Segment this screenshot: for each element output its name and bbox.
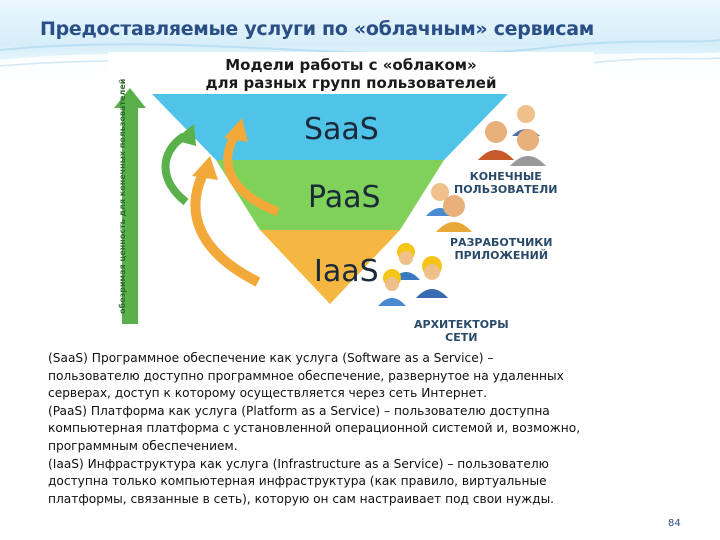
diagram-title-line2: для разных групп пользователей <box>205 74 497 92</box>
description-line: (SaaS) Программное обеспечение как услуга (Software as a Service) – <box>48 351 494 365</box>
iaas-label: IaaS <box>314 254 379 289</box>
description-line: серверах, доступ к которому осуществляется через сеть Интернет. <box>48 386 488 401</box>
description-line: (IaaS) Инфраструктура как услуга (Infrastructure as a Service) – пользователю <box>48 456 549 471</box>
description-line: пользователю доступно программное обеспечение, развернутое на удаленных <box>48 368 564 383</box>
architects-label-line2: СЕТИ <box>445 331 478 344</box>
end-users-label-line2: ПОЛЬЗОВАТЕЛИ <box>454 183 558 196</box>
paas-label: PaaS <box>308 180 381 215</box>
description-line: программным обеспечением. <box>48 438 238 453</box>
developers-label <box>450 236 553 262</box>
description-line: доступна только компьютерная инфраструктура (как правило, виртуальные <box>48 474 547 489</box>
end-users-label <box>454 170 558 196</box>
value-axis-label: обозримая ценность для конечных пользователей <box>118 78 127 314</box>
diagram-title-line1: Модели работы с «облаком» <box>225 56 477 74</box>
description-line: (PaaS) Платформа как услуга (Platform as a Service) – пользователю доступна <box>48 403 550 418</box>
slide-title: Предоставляемые услуги по «облачным» сервисам <box>40 18 595 40</box>
description-text <box>48 350 678 508</box>
green-curve-arrow <box>166 136 187 202</box>
cloud-models-diagram <box>108 52 594 342</box>
page-number: 84 <box>668 518 681 529</box>
description-line: платформы, связанные в сеть), которую он сам настраивает под свои нужды. <box>48 491 555 506</box>
developers-label-line2: ПРИЛОЖЕНИЙ <box>454 249 549 262</box>
architects-icon <box>378 243 448 306</box>
saas-label: SaaS <box>304 112 379 147</box>
developers-label-line1: РАЗРАБОТЧИКИ <box>450 236 553 249</box>
architects-label-line1: АРХИТЕКТОРЫ <box>414 318 509 331</box>
end-users-label-line1: КОНЕЧНЫЕ <box>469 170 542 183</box>
description-line: компьютерная платформа с установленной операционной системой и, возможно, <box>48 421 581 436</box>
architects-label <box>414 318 509 344</box>
